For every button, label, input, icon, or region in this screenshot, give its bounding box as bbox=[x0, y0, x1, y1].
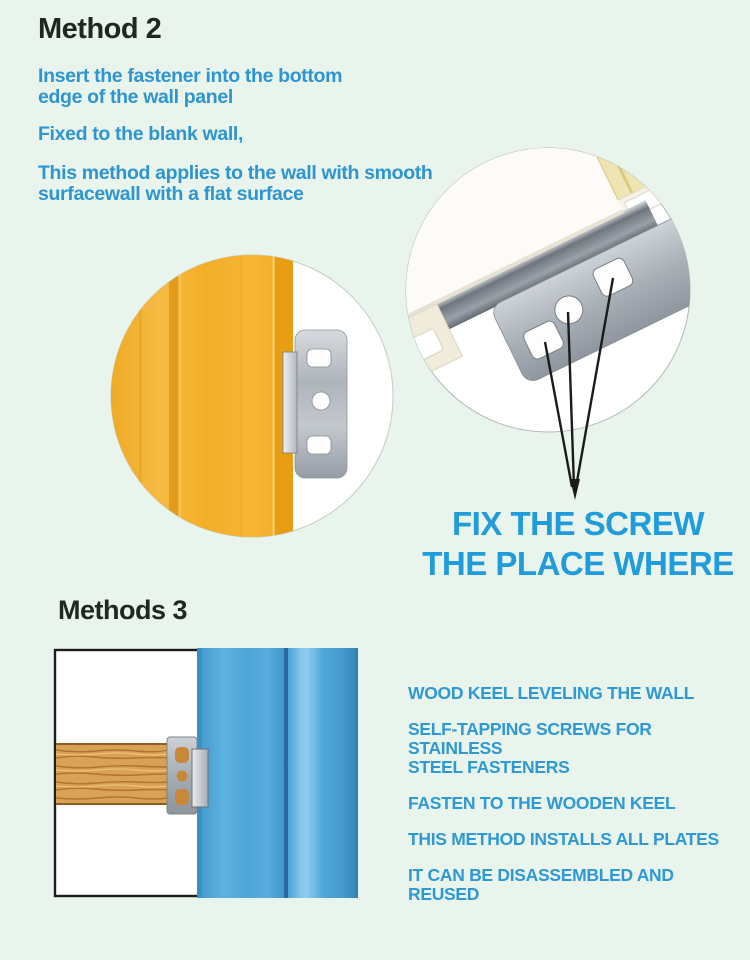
metal-fastener bbox=[167, 737, 208, 814]
yellow-panel-fastener-figure bbox=[102, 248, 402, 548]
fastener-screw-holes-figure bbox=[388, 134, 720, 516]
bullet-self-tapping-screws: SELF-TAPPING SCREWS FOR STAINLESS STEEL FASTENERS bbox=[408, 719, 652, 777]
method2-paragraph-3: This method applies to the wall with smooth surfacewall with a flat surface bbox=[38, 162, 433, 205]
method3-heading: Methods 3 bbox=[58, 595, 188, 625]
bullet-disassembled-reused: IT CAN BE DISASSEMBLED AND REUSED bbox=[408, 865, 674, 904]
fix-screw-callout: FIX THE SCREW THE PLACE WHERE bbox=[422, 505, 734, 582]
wood-keel-installation-figure bbox=[52, 646, 360, 900]
method3-bullet-list bbox=[408, 684, 742, 921]
wood-keel bbox=[56, 743, 168, 805]
method2-heading: Method 2 bbox=[38, 13, 162, 45]
blue-wall-panels bbox=[197, 648, 358, 898]
bullet-installs-all-plates: THIS METHOD INSTALLS ALL PLATES bbox=[408, 829, 719, 849]
method2-paragraph-1: Insert the fastener into the bottom edge of the wall panel bbox=[38, 65, 343, 108]
yellow-wall-panel bbox=[102, 248, 293, 548]
bullet-fasten-keel: FASTEN TO THE WOODEN KEEL bbox=[408, 793, 676, 813]
bullet-wood-keel: WOOD KEEL LEVELING THE WALL bbox=[408, 683, 695, 703]
method2-paragraph-2: Fixed to the blank wall, bbox=[38, 123, 244, 145]
